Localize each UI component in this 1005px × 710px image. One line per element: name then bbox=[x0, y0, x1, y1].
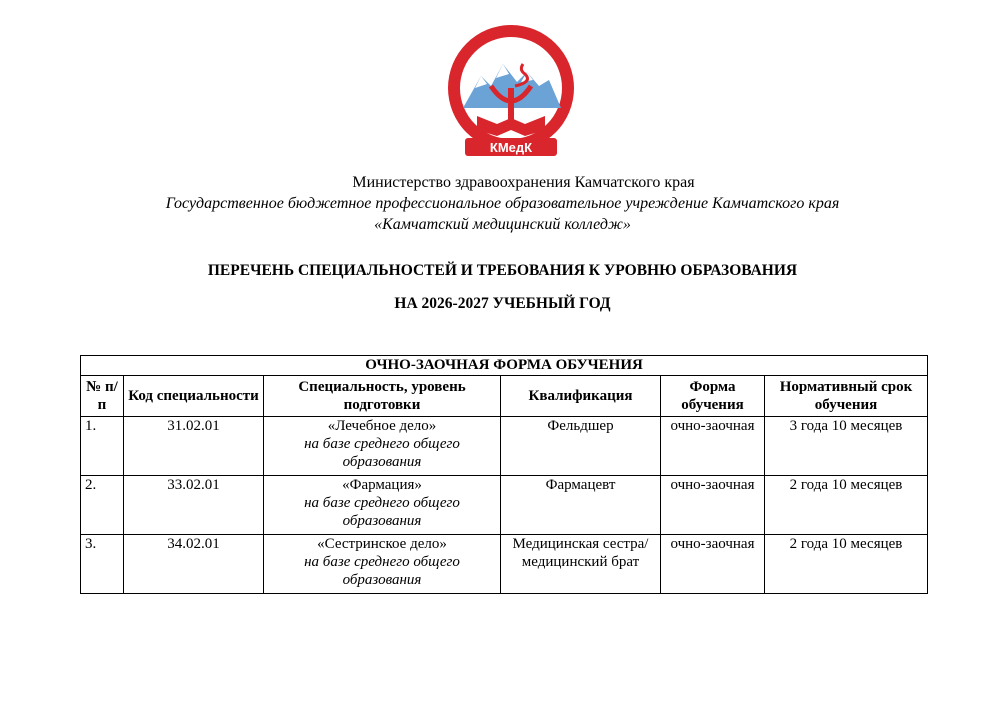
specialty-basis: на базе среднего общего образования bbox=[304, 554, 460, 588]
study-form: очно-заочная bbox=[661, 417, 765, 476]
institution-name: Государственное бюджетное профессиональное образовательное учреждение Камчатского края bbox=[165, 195, 840, 212]
column-header-term: Нормативный срок обучения bbox=[765, 376, 928, 417]
qualification: Фельдшер bbox=[501, 417, 661, 476]
study-form: очно-заочная bbox=[661, 476, 765, 535]
document-subtitle: НА 2026-2027 УЧЕБНЫЙ ГОД bbox=[394, 295, 611, 312]
table-caption-row bbox=[81, 356, 928, 376]
kmedk-logo-icon bbox=[441, 20, 581, 162]
specialty-code: 34.02.01 bbox=[124, 535, 264, 594]
ministry-name: Министерство здравоохранения Камчатского края bbox=[352, 174, 695, 191]
table-row bbox=[81, 476, 928, 535]
specialty-basis: на базе среднего общего образования bbox=[304, 495, 460, 529]
study-term: 3 года 10 месяцев bbox=[765, 417, 928, 476]
specialty-name: «Фармация» bbox=[342, 477, 422, 493]
college-logo bbox=[441, 20, 581, 162]
table-caption: ОЧНО-ЗАОЧНАЯ ФОРМА ОБУЧЕНИЯ bbox=[81, 356, 928, 376]
table-header-row bbox=[81, 376, 928, 417]
row-number: 3. bbox=[81, 535, 124, 594]
qualification: Медицинская сестра/медицинский брат bbox=[501, 535, 661, 594]
document-title: ПЕРЕЧЕНЬ СПЕЦИАЛЬНОСТЕЙ И ТРЕБОВАНИЯ К УРОВНЮ ОБРАЗОВАНИЯ bbox=[207, 262, 798, 279]
header bbox=[0, 172, 1005, 235]
specialty-name: «Лечебное дело» bbox=[327, 418, 437, 434]
specialty-basis: на базе среднего общего образования bbox=[304, 436, 460, 470]
column-header-form: Форма обучения bbox=[661, 376, 765, 417]
row-number: 2. bbox=[81, 476, 124, 535]
column-header-number: № п/п bbox=[81, 376, 124, 417]
column-header-code: Код специальности bbox=[124, 376, 264, 417]
table-row bbox=[81, 417, 928, 476]
table-row bbox=[81, 535, 928, 594]
column-header-specialty: Специальность, уровень подготовки bbox=[264, 376, 501, 417]
study-term: 2 года 10 месяцев bbox=[765, 476, 928, 535]
row-number: 1. bbox=[81, 417, 124, 476]
specialty-cell bbox=[264, 417, 501, 476]
specialties-table bbox=[80, 355, 928, 594]
study-form: очно-заочная bbox=[661, 535, 765, 594]
college-name: «Камчатский медицинский колледж» bbox=[374, 216, 631, 233]
study-term: 2 года 10 месяцев bbox=[765, 535, 928, 594]
specialty-code: 33.02.01 bbox=[124, 476, 264, 535]
qualification: Фармацевт bbox=[501, 476, 661, 535]
specialty-code: 31.02.01 bbox=[124, 417, 264, 476]
specialty-name: «Сестринское дело» bbox=[317, 536, 447, 552]
specialty-cell bbox=[264, 476, 501, 535]
column-header-qualification: Квалификация bbox=[501, 376, 661, 417]
logo-text: КМедК bbox=[489, 140, 533, 155]
specialty-cell bbox=[264, 535, 501, 594]
